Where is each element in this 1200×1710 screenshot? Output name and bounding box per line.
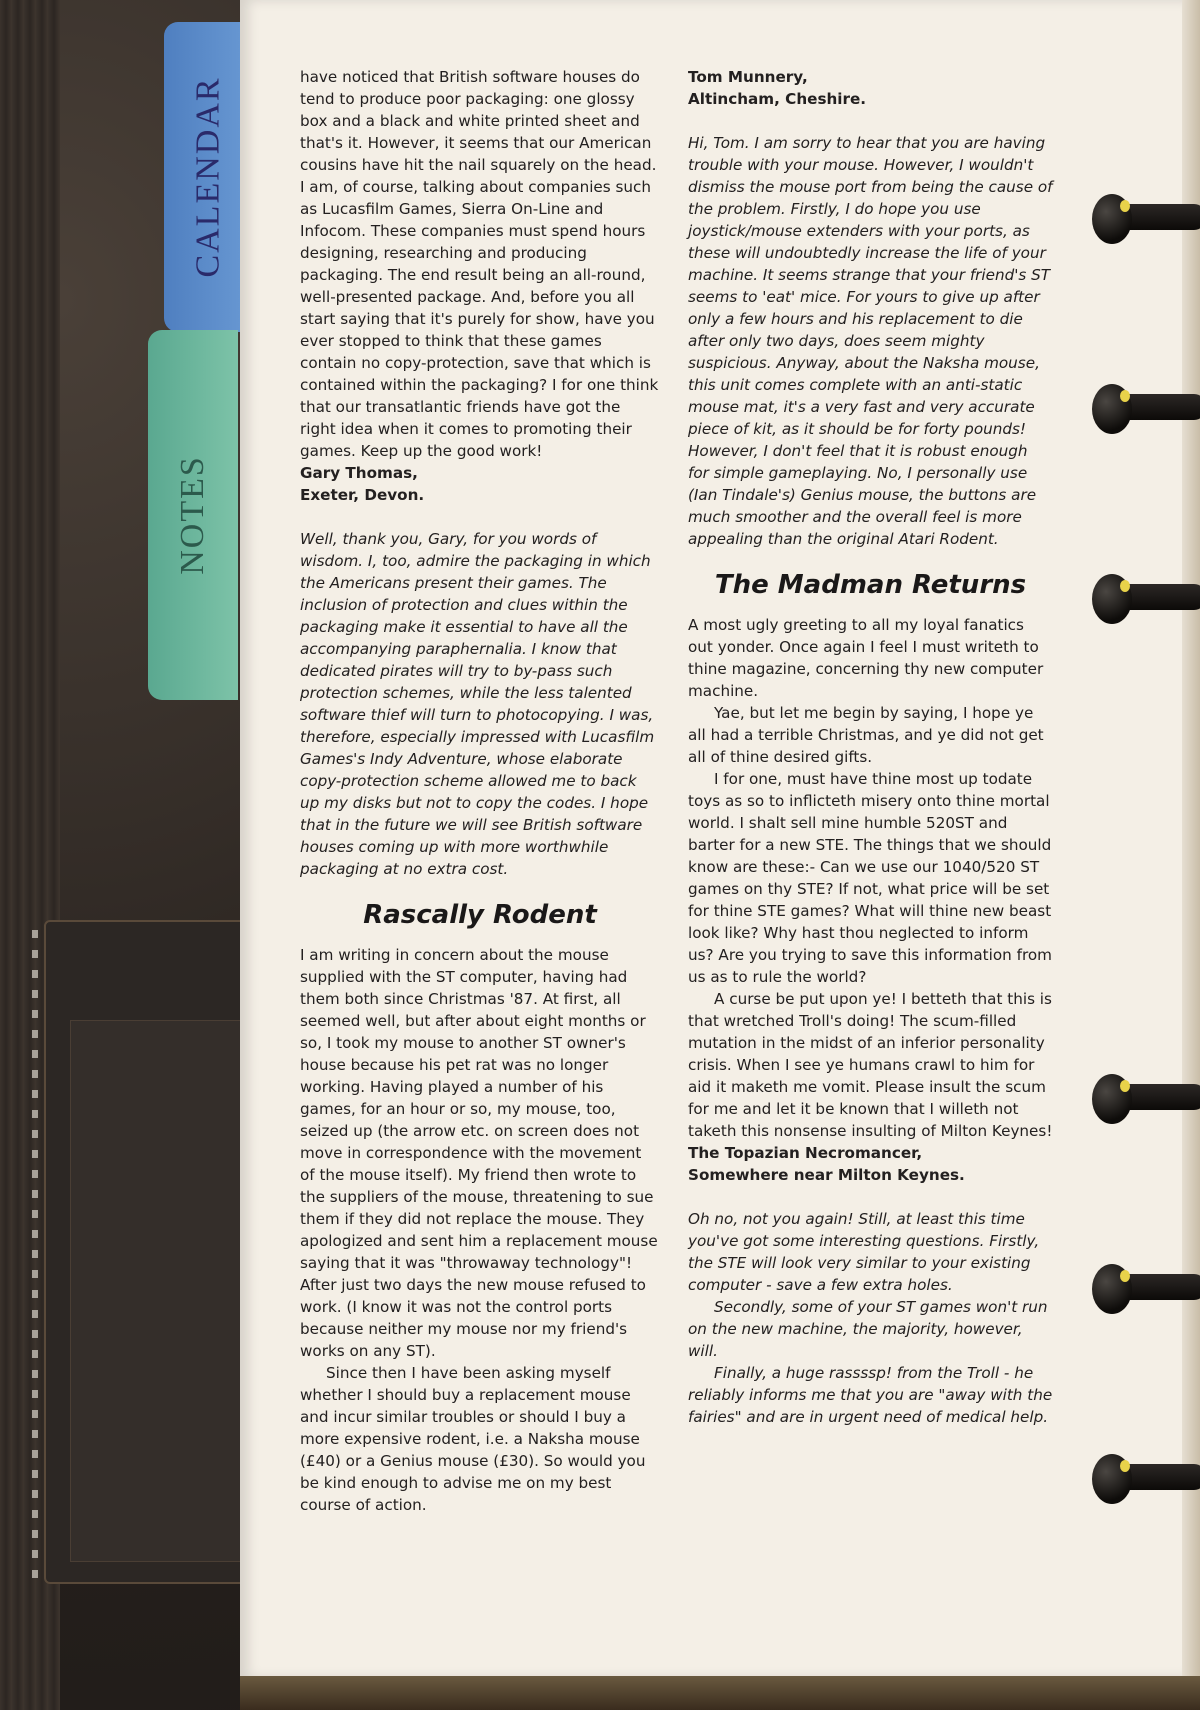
- letter-signature-place: Somewhere near Milton Keynes.: [688, 1166, 965, 1184]
- editor-reply: Finally, a huge rassssp! from the Troll - he reliably informs me that you are "away with the fairies" and are in urgent need of medical help.: [688, 1364, 1053, 1426]
- binder-ring-icon: [1092, 570, 1192, 628]
- binder-ring-icon: [1092, 190, 1192, 248]
- binder-ring-icon: [1092, 380, 1192, 438]
- section-heading: Rascally Rodent: [363, 900, 597, 930]
- card-slot: [70, 1020, 242, 1562]
- binder-ring-icon: [1092, 1260, 1192, 1318]
- letter-body: Since then I have been asking myself whether I should buy a replacement mouse and incur similar troubles or should I buy a more expensive rodent, i.e. a Naksha mouse (£40) or a Genius mouse (£30). So would you be kind enough to advise me on my best course of action.: [300, 1364, 646, 1514]
- letter-signature-place: Exeter, Devon.: [300, 486, 425, 504]
- tab-calendar-label: CALENDAR: [190, 76, 228, 278]
- editor-reply: Hi, Tom. I am sorry to hear that you are having trouble with your mouse. However, I wouldn't dismiss the mouse port from being the cause of the problem. Firstly, I do hope you use joystick/mouse extenders with your ports, as these will undoubtedly increase the life of your machine. It seems strange that your friend's ST seems to 'eat' mice. For yours to give up after only a few hours and his replacement to die after only two days, does seem mighty suspicious. Anyway, about the Naksha mouse, this unit comes complete with an anti-static mouse mat, it's a very fast and very accurate piece of kit, as it should be for forty pounds! However, I don't feel that it is robust enough for simple gameplaying. No, I personally use (Ian Tindale's) Genius mouse, the buttons are much smoother and the overall feel is more appealing than the original Atari Rodent.: [688, 134, 1053, 548]
- tab-notes[interactable]: [148, 330, 238, 700]
- binder-ring-icon: [1092, 1450, 1192, 1508]
- letter-body: Yae, but let me begin by saying, I hope ye all had a terrible Christmas, and ye did not get all of thine desired gifts.: [688, 704, 1044, 766]
- letter-body: I for one, must have thine most up todate toys as so to inflicteth misery onto thine mortal world. I shalt sell mine humble 520ST and barter for a new STE. The things that we should know are these:- Can we use our 1040/520 ST games on thy STE? If not, what price will be set for thine STE games? What will thine new beast look like? Why hast thou neglected to inform us? Are you trying to save this information from us as to rule the world?: [688, 770, 1052, 986]
- binder-bottom-edge: [240, 1676, 1200, 1710]
- stitching: [32, 930, 38, 1580]
- letter-body: I am writing in concern about the mouse supplied with the ST computer, having had them both since Christmas '87. At first, all seemed well, but after about eight months or so, I took my mouse to another ST owner's house because his pet rat was no longer working. Having played a number of his games, for an hour or so, my mouse, too, seized up (the arrow etc. on screen does not move in correspondence with the movement of the mouse itself). My friend then wrote to the suppliers of the mouse, threatening to sue them if they did not replace the mouse. They apologized and sent him a replacement mouse saying that it was "throwaway technology"! After just two days the new mouse refused to work. (I know it was not the control ports because neither my mouse nor my friend's works on any ST).: [300, 946, 658, 1360]
- binder-ring-icon: [1092, 1070, 1192, 1128]
- right-column: [688, 66, 1053, 1428]
- left-column: [300, 66, 660, 1516]
- tab-notes-label: NOTES: [174, 455, 211, 575]
- letter-signature-name: Tom Munnery,: [688, 68, 808, 86]
- letter-signature-place: Altincham, Cheshire.: [688, 90, 867, 108]
- editor-reply: Well, thank you, Gary, for you words of wisdom. I, too, admire the packaging in which the Americans present their games. The inclusion of protection and clues within the packaging make it essential to have all the accompanying paraphernalia. I know that dedicated pirates will try to by-pass such protection schemes, while the less talented software thief will turn to photocopying. I was, therefore, especially impressed with Lucasfilm Games's Indy Adventure, whose elaborate copy-protection scheme allowed me to back up my disks but not to copy the codes. I hope that in the future we will see British software houses coming up with more worthwhile packaging at no extra cost.: [300, 530, 655, 878]
- editor-reply: Oh no, not you again! Still, at least this time you've got some interesting questions. Firstly, the STE will look very similar to your existing computer - save a few extra holes.: [688, 1210, 1040, 1294]
- editor-reply: Secondly, some of your ST games won't run on the new machine, the majority, however, will.: [688, 1298, 1048, 1360]
- letter-body: A curse be put upon ye! I betteth that this is that wretched Troll's doing! The scum-filled mutation in the midst of an inferior personality crisis. When I see ye humans crawl to him for aid it maketh me vomit. Please insult the scum for me and let it be known that I willeth not taketh this nonsense insulting of Milton Keynes!: [688, 990, 1053, 1140]
- section-heading: The Madman Returns: [714, 570, 1027, 600]
- letter-signature-name: Gary Thomas,: [300, 464, 418, 482]
- letter-body: have noticed that British software houses do tend to produce poor packaging: one glossy box and a black and white printed sheet and that's it. However, it seems that our American cousins have hit the nail squarely on the head. I am, of course, talking about companies such as Lucasfilm Games, Sierra On-Line and Infocom. These companies must spend hours designing, researching and producing packaging. The end result being an all-round, well-presented package. And, before you all start saying that it's purely for show, have you ever stopped to think that these games contain no copy-protection, save that which is contained within the packaging? I for one think that our transatlantic friends have got the right idea when it comes to promoting their games. Keep up the good work!: [300, 68, 659, 460]
- letter-signature-name: The Topazian Necromancer,: [688, 1144, 923, 1162]
- letter-body: A most ugly greeting to all my loyal fanatics out yonder. Once again I feel I must writeth to thine magazine, concerning thy new computer machine.: [688, 616, 1044, 700]
